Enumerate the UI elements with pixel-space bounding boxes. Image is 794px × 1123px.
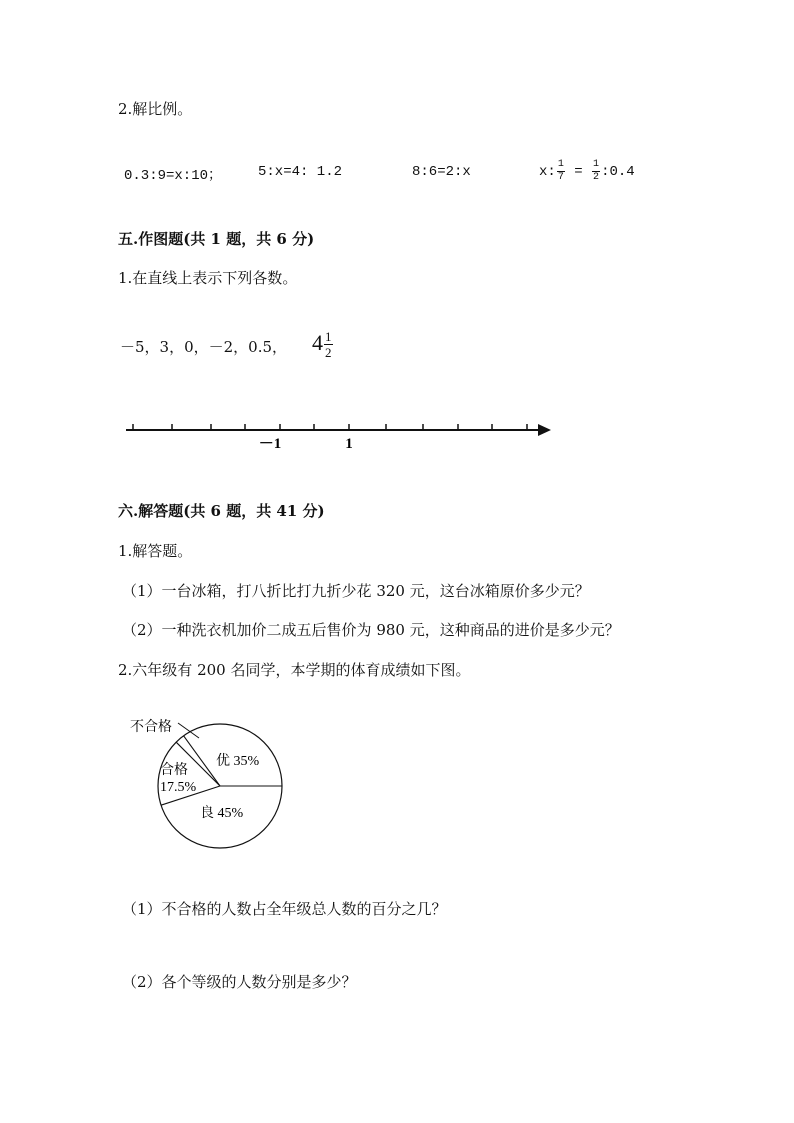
slice-value-pass: 17.5% [160, 780, 197, 795]
pie-slice-divider-不合格 [184, 736, 220, 786]
proportion-equation-1: 0.3:9=x:10； [124, 168, 223, 184]
proportion-equation-2: 5:x=4: 1.2 [258, 164, 343, 180]
fraction-denominator: 2 [325, 345, 332, 361]
fraction-numerator: 1 [593, 159, 600, 170]
equation-text: = [565, 164, 592, 181]
sub-question: （2）各个等级的人数分别是多少？ [122, 973, 357, 991]
equation-text: :0.4 [601, 164, 635, 181]
question-title: 1.在直线上表示下列各数。 [118, 269, 298, 287]
tick-label-1: 1 [345, 436, 353, 452]
pie-chart [120, 705, 290, 855]
fraction-numerator: 1 [325, 329, 332, 345]
proportion-equation-3: 8:6=2:x [412, 164, 471, 180]
slice-label-good: 良 45% [200, 806, 244, 821]
fraction-denominator: 7 [557, 172, 564, 183]
number-list: －5，3，0，－2，0.5， [120, 338, 288, 356]
number-line [0, 0, 794, 470]
equation-text: x: [539, 164, 556, 181]
section-heading: 五.作图题(共 1 题，共 6 分) [118, 230, 315, 248]
sub-question: （1）一台冰箱，打八折比打九折少花 320 元，这台冰箱原价多少元？ [122, 582, 590, 600]
fraction-numerator: 1 [557, 159, 564, 170]
slice-label-pass: 合格 [160, 763, 188, 778]
leader-line [178, 723, 199, 738]
sub-question: （2）一种洗衣机加价二成五后售价为 980 元，这种商品的进价是多少元？ [122, 621, 620, 639]
slice-label-failed: 不合格 [130, 720, 172, 735]
number-line-arrow [538, 424, 551, 436]
fraction-denominator: 2 [593, 172, 600, 183]
question-title: 2.六年级有 200 名同学，本学期的体育成绩如下图。 [118, 661, 471, 679]
question-title: 2.解比例。 [118, 100, 193, 118]
slice-label-excellent: 优 35% [216, 754, 260, 769]
question-title: 1.解答题。 [118, 542, 193, 560]
sub-question: （1）不合格的人数占全年级总人数的百分之几？ [122, 900, 447, 918]
section-heading: 六.解答题(共 6 题，共 41 分) [118, 502, 325, 520]
mixed-number-whole: 4 [312, 330, 323, 355]
tick-label-neg1: －1 [258, 436, 282, 452]
